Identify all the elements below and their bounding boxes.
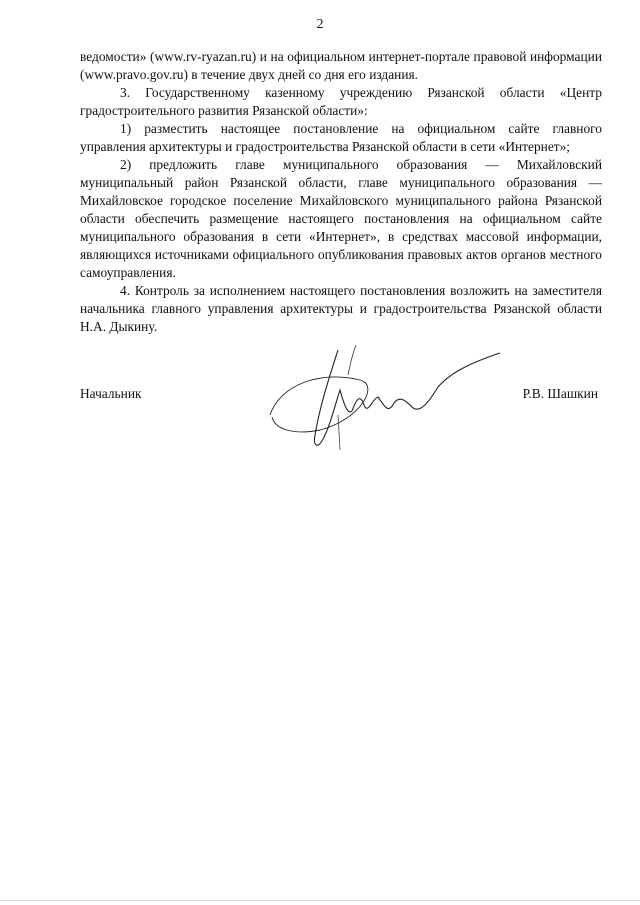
signatory-title: Начальник xyxy=(80,386,142,401)
paragraph-publication: ведомости» (www.rv-ryazan.ru) и на официальном интернет-портале правовой информации (www.pravo.gov.ru) в течение двух дней со дня его издания. xyxy=(80,49,602,82)
page-number: 2 xyxy=(316,17,324,32)
paragraph-item-3-1: 1) разместить настоящее постановление на официальном сайте главного управления архитектуры и градостроительства Рязанской области в сети «Интернет»; xyxy=(80,121,602,154)
document-body xyxy=(80,48,602,336)
paragraph-item-3-2: 2) предложить главе муниципального образования — Михайловский муниципальный район Рязанской области, главе муниципального образования — Михайловское городское поселение Михайловского муниципального района Рязанской области обеспечить размещение настоящего постановления на официальном сайте муниципального образования в сети «Интернет», в средствах массовой информации, являющихся источниками официального опубликования правовых актов органов местного самоуправления. xyxy=(80,157,602,280)
paragraph-item-4: 4. Контроль за исполнением настоящего постановления возложить на заместителя начальника главного управления архитектуры и градостроительства Рязанской области Н.А. Дыкину. xyxy=(80,283,602,334)
signatory-name: Р.В. Шашкин xyxy=(522,386,598,401)
signature-block xyxy=(80,385,598,407)
paragraph-item-3: 3. Государственному казенному учреждению Рязанской области «Центр градостроительного развития Рязанской области»: xyxy=(80,85,602,118)
page-bottom-edge xyxy=(0,900,640,901)
